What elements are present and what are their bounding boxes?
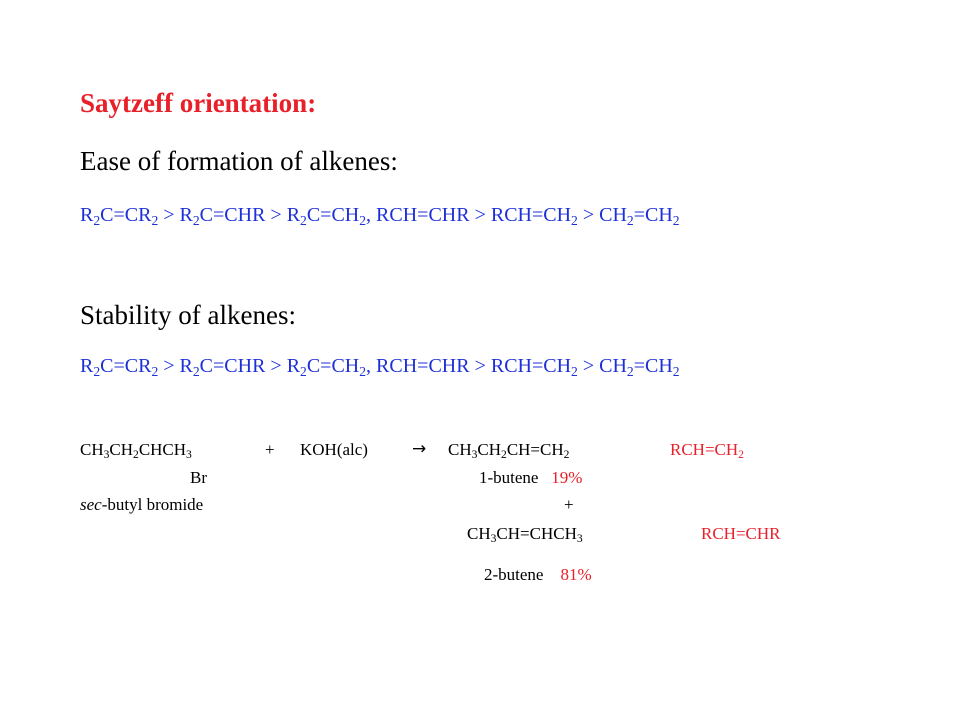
plus-sign: + <box>265 440 275 459</box>
substituent-br: Br <box>190 468 207 487</box>
stability-order-series: $R_2C=CR_2 > R_2C=CHR > R_2C=CH_2$, $RCH=CHR > RCH=CH_2 > CH_2=CH_2$ <box>80 355 680 379</box>
plus-sign-2: + <box>564 495 574 514</box>
reactant-name: sec-butyl bromide <box>80 495 204 514</box>
product2-type: RCH=CHR <box>701 524 781 543</box>
reagent: KOH(alc) <box>300 440 368 459</box>
product1-name: 1-butene 19% <box>479 468 583 487</box>
product2-formula: $CH_3CH=CHCH_3$ <box>467 524 583 546</box>
product2-yield: 81% <box>560 565 592 584</box>
product1-type: $RCH=CH_2$ <box>670 440 744 462</box>
reaction-arrow-icon: → <box>412 439 427 459</box>
stability-heading: Stability of alkenes: <box>80 300 296 330</box>
slide-title: Saytzeff orientation: <box>80 88 317 118</box>
product1-yield: 19% <box>551 468 583 487</box>
product1-formula: $CH_3CH_2CH=CH_2$ <box>448 440 570 462</box>
formation-heading: Ease of formation of alkenes: <box>80 146 398 176</box>
reactant-formula: $CH_3CH_2CHCH_3$ <box>80 440 192 462</box>
product2-name: 2-butene 81% <box>484 565 592 584</box>
formation-order-series: $R_2C=CR_2 > R_2C=CHR > R_2C=CH_2$, $RCH=CHR > RCH=CH_2 > CH_2=CH_2$ <box>80 204 680 228</box>
